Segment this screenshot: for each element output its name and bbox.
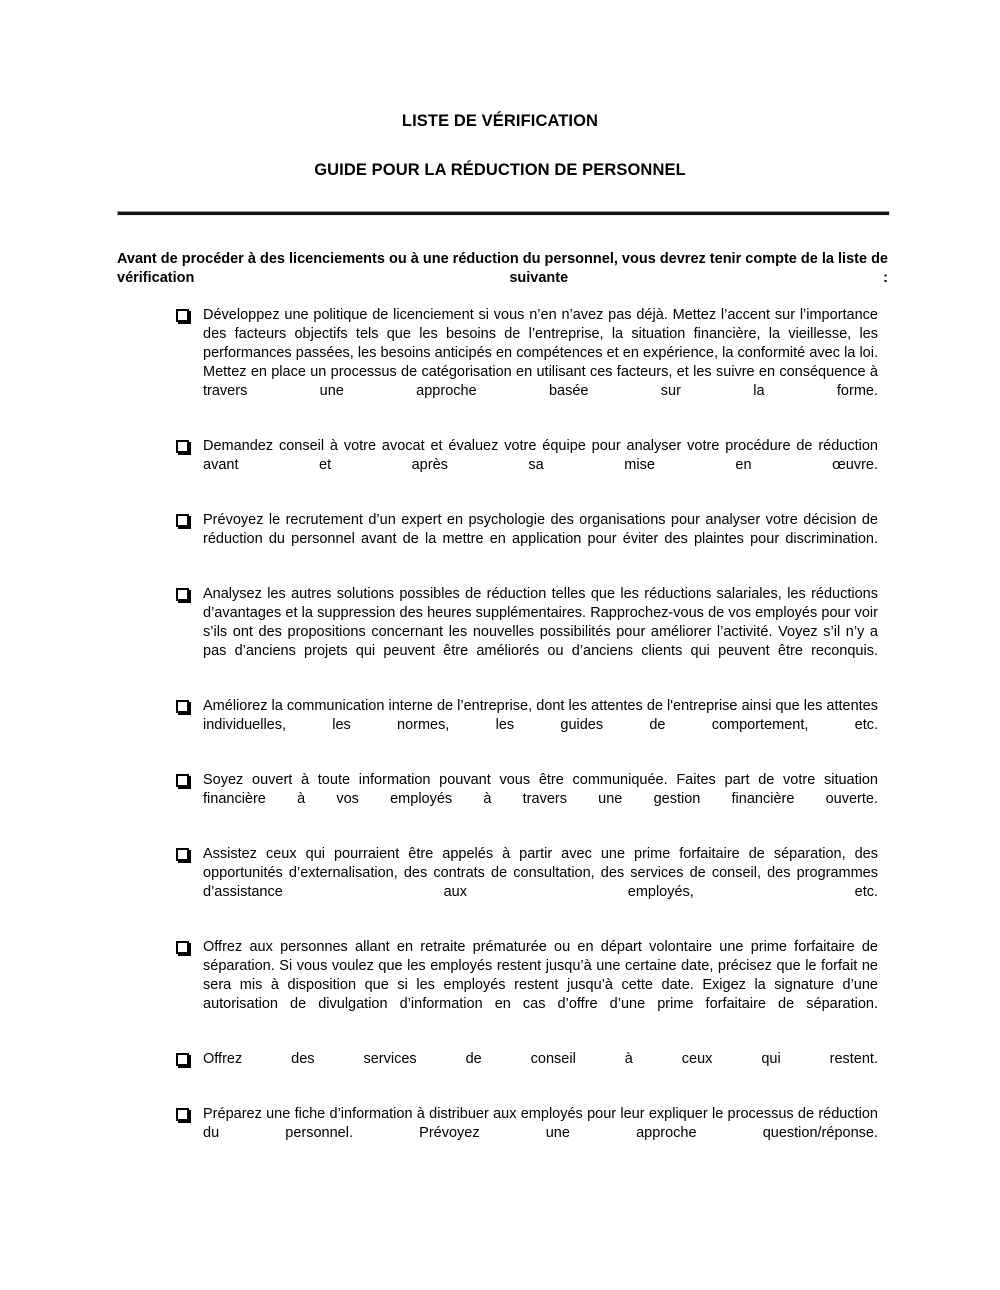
list-item[interactable] [176,1050,878,1088]
list-item[interactable] [176,938,878,1033]
document-header [0,0,1000,180]
list-item[interactable] [176,771,878,828]
list-item-label: Soyez ouvert à toute information pouvant vous être communiquée. Faites part de votre situation financière à vos employés à travers une gestion financière ouverte. [203,772,878,807]
empty-checkbox-icon[interactable] [176,588,189,601]
page-title: LISTE DE VÉRIFICATION [401,112,599,130]
empty-checkbox-icon[interactable] [176,941,189,954]
list-item[interactable] [176,437,878,494]
empty-checkbox-icon[interactable] [176,514,189,527]
empty-checkbox-icon[interactable] [176,440,189,453]
empty-checkbox-icon[interactable] [176,1108,189,1121]
list-item-label: Analysez les autres solutions possibles de réduction telles que les réductions salariales, les réductions d’avantages et la suppression des heures supplémentaires. Rapprochez-vous de vos employés pour voir s’ils ont des propositions concernant les nouvelles possibilités pour améliorer l’activité. Voyez s’il n’y a pas d’anciens projets qui peuvent être améliorés ou d’anciens clients qui peuvent être reconquis. [203,586,878,659]
empty-checkbox-icon[interactable] [176,700,189,713]
page-subtitle: GUIDE POUR LA RÉDUCTION DE PERSONNEL [314,161,686,179]
list-item[interactable] [176,697,878,754]
header-divider [117,211,890,216]
list-item-label: Préparez une fiche d’information à distribuer aux employés pour leur expliquer le processus de réduction du personnel. Prévoyez une approche question/réponse. [203,1106,878,1141]
list-item-label: Prévoyez le recrutement d’un expert en psychologie des organisations pour analyser votre décision de réduction du personnel avant de la mettre en application pour éviter des plaintes pour discrimination. [203,512,878,547]
list-item-label: Offrez aux personnes allant en retraite prématurée ou en départ volontaire une prime forfaitaire de séparation. Si vous voulez que les employés restent jusqu’à une certaine date, précisez que le forfait ne sera mis à disposition que si les employés restent jusqu’à cette date. Exigez la signature d’une autorisation de divulgation d’information en cas d’offre d’une prime forfaitaire de séparation. [203,939,878,1012]
checklist [176,306,878,1162]
list-item-label: Assistez ceux qui pourraient être appelés à partir avec une prime forfaitaire de séparation, des opportunités d’externalisation, des contrats de consultation, des services de conseil, des programmes d’assistance aux employés, etc. [203,846,878,900]
list-item-label: Développez une politique de licenciement si vous n’en n’avez pas déjà. Mettez l’accent sur l’importance des facteurs objectifs tels que les besoins de l’entreprise, la situation financière, la vieillesse, les performances passées, les besoins anticipés en compétences et en expérience, la conformité avec la loi. Mettez en place un processus de catégorisation en utilisant ces facteurs, et les suivre en conséquence à travers une approche basée sur la forme. [203,307,878,399]
empty-checkbox-icon[interactable] [176,774,189,787]
list-item-label: Demandez conseil à votre avocat et évaluez votre équipe pour analyser votre procédure de réduction avant et après sa mise en œuvre. [203,438,878,473]
empty-checkbox-icon[interactable] [176,1053,189,1066]
empty-checkbox-icon[interactable] [176,848,189,861]
list-item[interactable] [176,511,878,568]
list-item[interactable] [176,585,878,680]
list-item[interactable] [176,845,878,921]
list-item-label: Offrez des services de conseil à ceux qui restent. [203,1051,878,1067]
list-item[interactable] [176,306,878,420]
list-item[interactable] [176,1105,878,1162]
list-item-label: Améliorez la communication interne de l’entreprise, dont les attentes de l'entreprise ainsi que les attentes individuelles, les normes, les guides de comportement, etc. [203,698,878,733]
empty-checkbox-icon[interactable] [176,309,189,322]
intro-paragraph: Avant de procéder à des licenciements ou à une réduction du personnel, vous devrez tenir compte de la liste de vérification suivante : [117,251,888,286]
